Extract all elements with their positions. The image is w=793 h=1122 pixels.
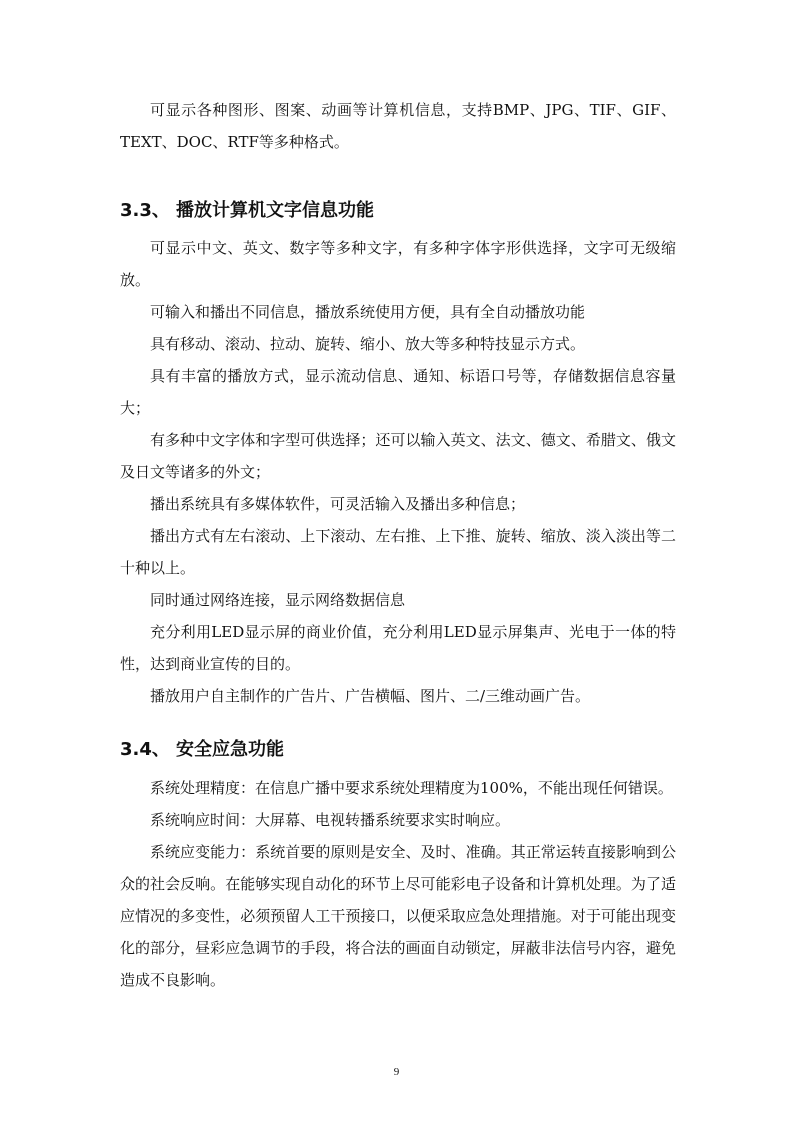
section-3-4-heading [120,738,676,762]
section-3-4-paragraph: 系统处理精度：在信息广播中要求系统处理精度为100%，不能出现任何错误。 [150,779,673,797]
section-3-4-paragraph: 系统应变能力：系统首要的原则是安全、及时、准确。其正常运转直接影响到公众的社会反响。在能够实现自动化的环节上尽可能彩电子设备和计算机处理。为了适应情况的多变性，必须预留人工干预接口，以便采取应急处理措施。对于可能出现变化的部分，昼彩应急调节的手段，将合法的画面自动锁定，屏蔽非法信号内容，避免造成不良影响。 [120,843,676,989]
section-3-4-paragraph: 系统响应时间：大屏幕、电视转播系统要求实时响应。 [150,811,511,829]
section-3-3-paragraph: 播出系统具有多媒体软件，可灵活输入及播出多种信息； [150,495,526,513]
section-3-4-title: 安全应急功能 [176,739,284,760]
page-number: 9 [393,1066,400,1078]
section-3-3-title: 播放计算机文字信息功能 [176,200,374,221]
intro-paragraph: 可显示各种图形、图案、动画等计算机信息，支持BMP、JPG、TIF、GIF、TEXT、DOC、RTF等多种格式。 [120,101,676,151]
section-3-3-paragraph: 播放用户自主制作的广告片、广告横幅、图片、二/三维动画广告。 [150,687,591,705]
section-3-3-paragraph: 可输入和播出不同信息，播放系统使用方便，具有全自动播放功能 [150,303,586,321]
section-3-3-number: 3.3、 [120,200,170,221]
section-3-3-paragraph: 可显示中文、英文、数字等多种文字，有多种字体字形供选择，文字可无级缩放。 [120,239,676,289]
section-3-3-paragraph: 播出方式有左右滚动、上下滚动、左右推、上下推、旋转、缩放、淡入淡出等二十种以上。 [120,527,676,577]
section-3-3-paragraph: 同时通过网络连接，显示网络数据信息 [150,591,406,609]
section-3-3-paragraph: 有多种中文字体和字型可供选择；还可以输入英文、法文、德文、希腊文、俄文及日文等诸多的外文； [120,431,676,481]
section-3-3-paragraph: 具有移动、滚动、拉动、旋转、缩小、放大等多种特技显示方式。 [150,335,586,353]
section-3-3-paragraph: 充分利用LED显示屏的商业价值，充分利用LED显示屏集声、光电于一体的特性，达到商业宣传的目的。 [120,623,676,673]
section-3-4-number: 3.4、 [120,739,170,760]
section-3-3-heading [120,199,676,223]
section-3-3-paragraph: 具有丰富的播放方式，显示流动信息、通知、标语口号等，存储数据信息容量大； [120,367,676,417]
